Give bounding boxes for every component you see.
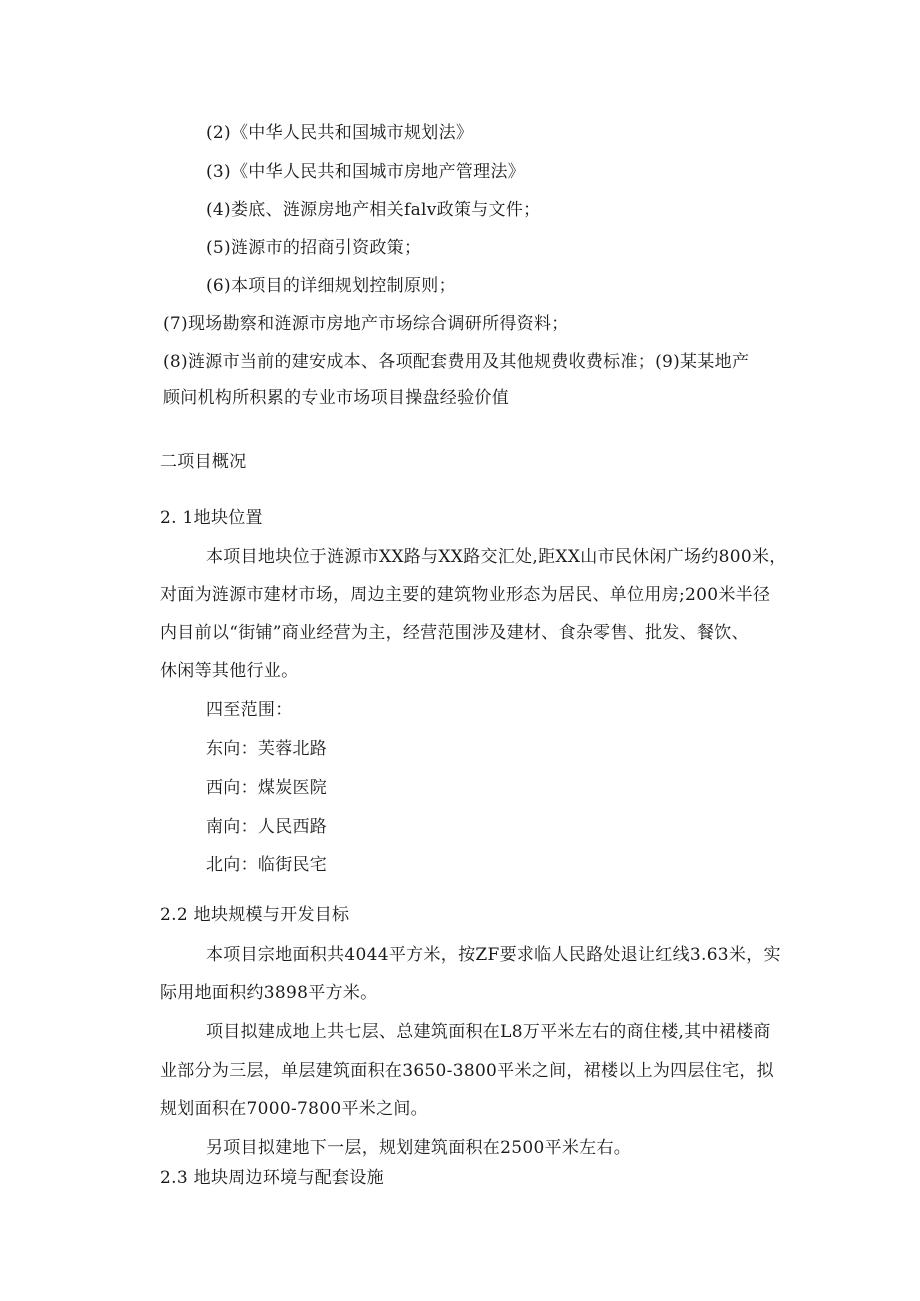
location-paragraph-line-3: 内目前以“街铺”商业经营为主，经营范围涉及建材、食杂零售、批发、餐饮、: [160, 623, 749, 643]
scale-paragraph-1-line-2: 际用地面积约3898平方米。: [160, 983, 378, 1003]
boundary-title: 四至范围：: [206, 700, 293, 720]
basis-item-2: (2)《中华人民共和国城市规划法》: [206, 123, 474, 143]
location-paragraph-line-1: 本项目地块位于涟源市XX路与XX路交汇处,距XX山市民休闲广场约800米，: [206, 547, 787, 567]
basis-item-9-continued: 顾问机构所积累的专业市场项目操盘经验价值: [163, 388, 509, 408]
subsection-heading-2-3: 2.3 地块周边环境与配套设施: [160, 1168, 384, 1188]
boundary-west: 西向：煤炭医院: [206, 778, 328, 798]
subsection-heading-2-1: 2. 1地块位置: [160, 508, 263, 528]
boundary-south: 南向：人民西路: [206, 817, 328, 837]
scale-paragraph-3: 另项目拟建地下一层，规划建筑面积在2500平米左右。: [206, 1138, 632, 1158]
basis-item-3: (3)《中华人民共和国城市房地产管理法》: [206, 162, 526, 182]
basis-item-8-9: (8)涟源市当前的建安成本、各项配套费用及其他规费收费标准；(9)某某地产: [163, 352, 750, 372]
basis-item-4: (4)娄底、涟源房地产相关falv政策与文件；: [206, 200, 541, 220]
location-paragraph-line-2: 对面为涟源市建材市场，周边主要的建筑物业形态为居民、单位用房;200米半径: [160, 585, 771, 605]
scale-paragraph-2-line-1: 项目拟建成地上共七层、总建筑面积在L8万平米左右的商住楼,其中裙楼商: [206, 1022, 771, 1042]
boundary-east: 东向：芙蓉北路: [206, 739, 328, 759]
basis-item-7: (7)现场勘察和涟源市房地产市场综合调研所得资料；: [163, 314, 569, 334]
subsection-heading-2-2: 2.2 地块规模与开发目标: [160, 905, 350, 925]
basis-item-6: (6)本项目的详细规划控制原则；: [206, 276, 456, 296]
location-paragraph-line-4: 休闲等其他行业。: [160, 661, 299, 681]
scale-paragraph-1-line-1: 本项目宗地面积共4044平方米，按ZF要求临人民路处退让红线3.63米，实: [206, 945, 781, 965]
basis-item-5: (5)涟源市的招商引资政策；: [206, 238, 422, 258]
scale-paragraph-2-line-2: 业部分为三层，单层建筑面积在3650-3800平米之间，裙楼以上为四层住宅，拟: [160, 1061, 774, 1081]
section-heading-project-overview: 二项目概况: [160, 452, 247, 472]
scale-paragraph-2-line-3: 规划面积在7000-7800平米之间。: [160, 1099, 428, 1119]
boundary-north: 北向：临街民宅: [206, 855, 328, 875]
